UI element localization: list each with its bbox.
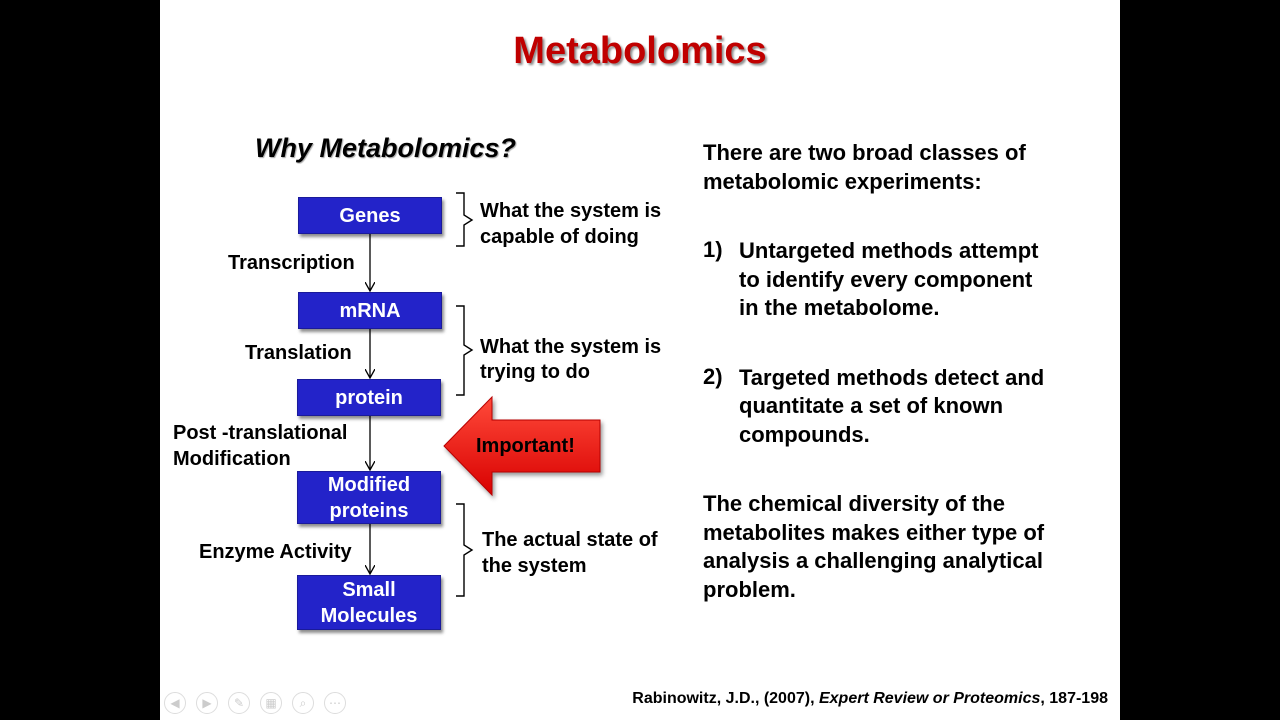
- bracket-actual: [456, 504, 472, 596]
- next-icon[interactable]: ▶: [196, 692, 218, 714]
- step-translation: Translation: [245, 342, 352, 364]
- box-small-label-1: Small: [342, 578, 396, 601]
- box-genes: [298, 197, 442, 234]
- item-1-number: 1): [703, 237, 723, 262]
- box-protein-label: protein: [335, 386, 403, 409]
- intro-line-2: metabolomic experiments:: [703, 169, 982, 194]
- conclusion-line-3: analysis a challenging analytical: [703, 548, 1043, 573]
- item-2-number: 2): [703, 364, 723, 389]
- box-modified-label-2: proteins: [329, 499, 409, 522]
- bracket-capable: [456, 193, 472, 246]
- bracket-actual-line-2: the system: [482, 555, 587, 577]
- slide: [160, 0, 1120, 720]
- step-enzyme-activity: Enzyme Activity: [199, 541, 352, 563]
- step-ptm-line-2: Modification: [173, 448, 291, 470]
- item-1-line-3: in the metabolome.: [739, 295, 940, 320]
- slide-title: Metabolomics: [513, 30, 767, 72]
- conclusion-line-1: The chemical diversity of the: [703, 491, 1005, 516]
- step-transcription: Transcription: [228, 252, 355, 274]
- conclusion-line-2: metabolites makes either type of: [703, 520, 1045, 545]
- box-protein: [297, 379, 441, 416]
- bracket-capable-line-1: What the system is: [480, 200, 662, 222]
- bracket-capable-line-2: capable of doing: [480, 226, 639, 248]
- intro-line-1: There are two broad classes of: [703, 140, 1026, 165]
- bracket-trying: [456, 306, 472, 395]
- box-modified-label-1: Modified: [327, 473, 411, 496]
- item-2-line-1: Targeted methods detect and: [739, 365, 1045, 390]
- citation-authors: Rabinowitz, J.D., (2007),: [632, 690, 819, 707]
- step-ptm-line-1: Post -translational: [173, 422, 348, 444]
- box-genes-label: Genes: [339, 204, 401, 227]
- item-2-line-3: compounds.: [739, 422, 870, 447]
- citation: [632, 690, 1108, 708]
- box-small-label-2: Molecules: [320, 604, 418, 627]
- callout-important: Important!: [476, 435, 575, 457]
- box-small-molecules: [297, 575, 441, 630]
- box-modified-proteins: [297, 471, 441, 524]
- item-2-line-2: quantitate a set of known: [739, 393, 1004, 418]
- item-1-line-2: to identify every component: [739, 267, 1033, 292]
- citation-pages: , 187-198: [1040, 690, 1108, 707]
- more-icon[interactable]: ⋯: [324, 692, 346, 714]
- bracket-actual-line-1: The actual state of: [482, 529, 658, 551]
- box-mrna-label: mRNA: [339, 299, 401, 322]
- conclusion-line-4: problem.: [703, 577, 796, 602]
- bracket-trying-line-2: trying to do: [480, 361, 590, 383]
- zoom-icon[interactable]: ⌕: [292, 692, 314, 714]
- citation-journal: Expert Review or Proteomics: [818, 690, 1041, 707]
- slides-icon[interactable]: ▦: [260, 692, 282, 714]
- item-1-line-1: Untargeted methods attempt: [739, 238, 1039, 263]
- box-mrna: [298, 292, 442, 329]
- previous-icon[interactable]: ◀: [164, 692, 186, 714]
- pen-icon[interactable]: ✎: [228, 692, 250, 714]
- slide-subtitle: Why Metabolomics?: [255, 133, 517, 163]
- bracket-trying-line-1: What the system is: [480, 336, 662, 358]
